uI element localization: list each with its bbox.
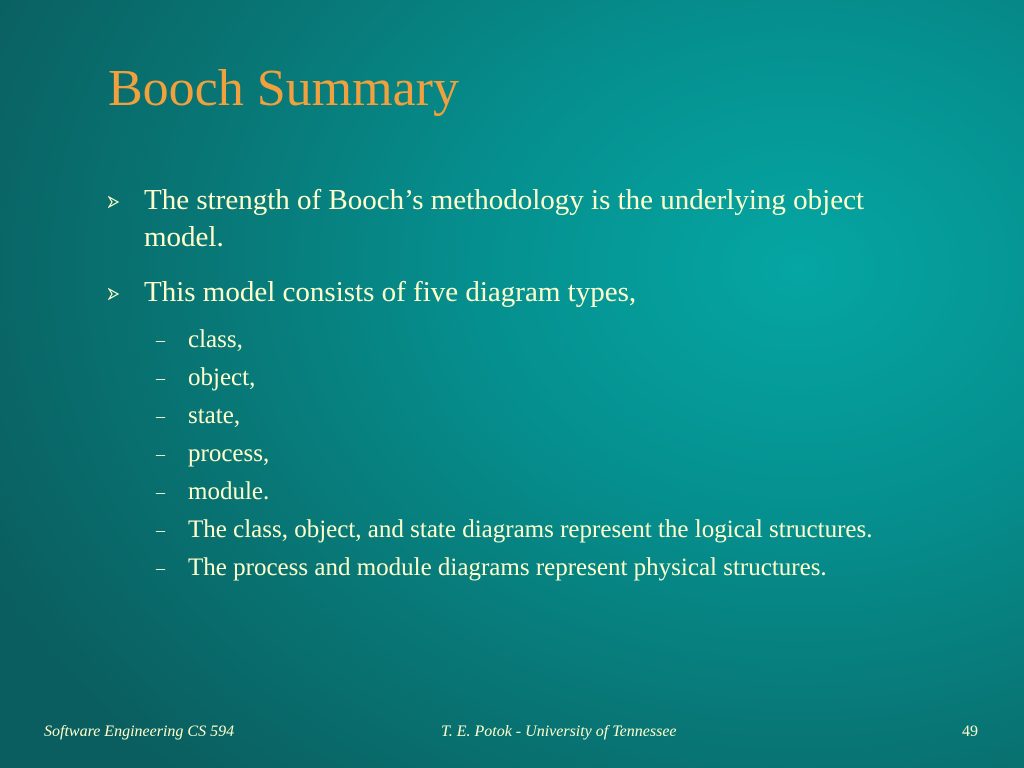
dash-marker: – xyxy=(156,558,165,578)
sub-item-text: module. xyxy=(188,478,270,505)
sub-item xyxy=(156,359,946,397)
sub-item xyxy=(156,473,946,511)
bullet-text: The strength of Booch’s methodology is the underlying object model. xyxy=(144,184,865,253)
page-number: 49 xyxy=(962,723,978,740)
footer-course: Software Engineering CS 594 xyxy=(44,723,235,740)
arrow-bullet-icon xyxy=(106,274,126,311)
dash-marker: – xyxy=(156,520,165,540)
sub-item-text: class, xyxy=(188,326,243,353)
bullet-item xyxy=(106,182,946,256)
slide-content xyxy=(106,182,946,587)
dash-marker: – xyxy=(156,368,165,388)
sub-item xyxy=(156,321,946,359)
dash-marker: – xyxy=(156,482,165,502)
sub-item-text: state, xyxy=(188,402,241,429)
dash-marker: – xyxy=(156,444,165,464)
sub-item-text: The class, object, and state diagrams represent the logical structures. xyxy=(188,516,873,543)
sub-item xyxy=(156,435,946,473)
sub-item xyxy=(156,511,946,549)
footer-author: T. E. Potok - University of Tennessee xyxy=(441,723,677,740)
arrow-bullet-icon xyxy=(106,182,126,219)
sub-list xyxy=(156,321,946,587)
sub-item xyxy=(156,549,946,587)
dash-marker: – xyxy=(156,406,165,426)
sub-item-text: The process and module diagrams represent physical structures. xyxy=(188,554,827,581)
sub-item-text: object, xyxy=(188,364,256,391)
sub-item-text: process, xyxy=(188,440,270,467)
bullet-text: This model consists of five diagram types, xyxy=(144,276,637,308)
bullet-item xyxy=(106,274,946,311)
sub-item xyxy=(156,397,946,435)
dash-marker: – xyxy=(156,330,165,350)
slide-title: Booch Summary xyxy=(108,60,459,117)
